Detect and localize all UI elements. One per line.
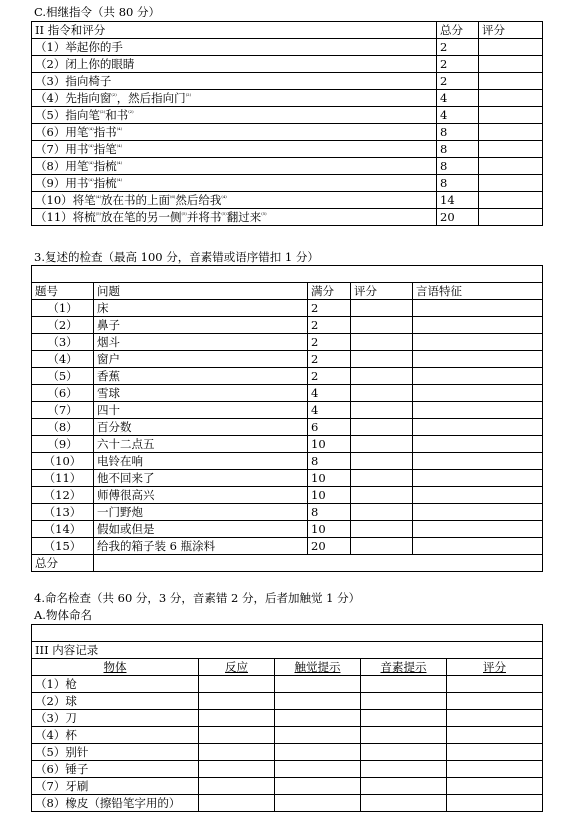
question-text: 他不回来了 bbox=[94, 470, 308, 487]
question-full-score: 8 bbox=[308, 504, 351, 521]
question-full-score: 2 bbox=[308, 368, 351, 385]
command-text: （6）用笔$^{^{(4)}}$指书$^{^{(4)}}$ bbox=[32, 124, 437, 141]
table-row bbox=[32, 504, 543, 521]
object-touch-cue bbox=[275, 676, 361, 693]
object-response bbox=[199, 778, 275, 795]
table-row bbox=[32, 470, 543, 487]
object-touch-cue bbox=[275, 693, 361, 710]
command-score bbox=[479, 90, 543, 107]
question-speech-feature bbox=[413, 351, 543, 368]
question-speech-feature bbox=[413, 487, 543, 504]
command-score bbox=[479, 209, 543, 226]
table-header-row bbox=[32, 22, 543, 39]
table-row bbox=[32, 676, 543, 693]
object-touch-cue bbox=[275, 795, 361, 812]
table-row bbox=[32, 778, 543, 795]
question-full-score: 8 bbox=[308, 453, 351, 470]
command-text: （7）用书$^{^{(4)}}$指笔$^{^{(4)}}$ bbox=[32, 141, 437, 158]
table-row bbox=[32, 402, 543, 419]
question-score bbox=[351, 351, 413, 368]
table-row bbox=[32, 436, 543, 453]
object-name: （6）锤子 bbox=[32, 761, 199, 778]
question-text: 鼻子 bbox=[94, 317, 308, 334]
question-score bbox=[351, 334, 413, 351]
question-full-score: 2 bbox=[308, 334, 351, 351]
question-number: （15） bbox=[32, 538, 94, 555]
record-label: III 内容记录 bbox=[32, 642, 543, 659]
command-total: 8 bbox=[437, 175, 479, 192]
question-number: （1） bbox=[32, 300, 94, 317]
header-phoneme-cue: 音素提示 bbox=[361, 659, 447, 676]
question-number: （6） bbox=[32, 385, 94, 402]
total-label: 总分 bbox=[32, 555, 94, 572]
table-row bbox=[32, 158, 543, 175]
question-text: 香蕉 bbox=[94, 368, 308, 385]
question-score bbox=[351, 453, 413, 470]
question-speech-feature bbox=[413, 385, 543, 402]
question-speech-feature bbox=[413, 436, 543, 453]
command-total: 8 bbox=[437, 158, 479, 175]
table-row bbox=[32, 334, 543, 351]
question-number: （11） bbox=[32, 470, 94, 487]
command-text: （3）指向椅子 bbox=[32, 73, 437, 90]
question-score bbox=[351, 504, 413, 521]
object-name: （8）橡皮（擦铅笔字用的） bbox=[32, 795, 199, 812]
question-text: 一门野炮 bbox=[94, 504, 308, 521]
object-phoneme-cue bbox=[361, 676, 447, 693]
question-score bbox=[351, 419, 413, 436]
question-text: 烟斗 bbox=[94, 334, 308, 351]
command-score bbox=[479, 175, 543, 192]
table-row bbox=[32, 453, 543, 470]
table-row bbox=[32, 317, 543, 334]
question-speech-feature bbox=[413, 504, 543, 521]
total-row bbox=[32, 555, 543, 572]
table-row bbox=[32, 56, 543, 73]
command-total: 20 bbox=[437, 209, 479, 226]
question-text: 四十 bbox=[94, 402, 308, 419]
question-score bbox=[351, 402, 413, 419]
table-header-row bbox=[32, 659, 543, 676]
section-c-title: C.相继指令（共 80 分） bbox=[34, 5, 160, 19]
header-commands: II 指令和评分 bbox=[32, 22, 437, 39]
question-number: （7） bbox=[32, 402, 94, 419]
object-name: （2）球 bbox=[32, 693, 199, 710]
question-number: （8） bbox=[32, 419, 94, 436]
question-number: （13） bbox=[32, 504, 94, 521]
question-number: （14） bbox=[32, 521, 94, 538]
question-speech-feature bbox=[413, 317, 543, 334]
table-row bbox=[32, 710, 543, 727]
question-speech-feature bbox=[413, 300, 543, 317]
object-response bbox=[199, 761, 275, 778]
question-full-score: 2 bbox=[308, 351, 351, 368]
table-row bbox=[32, 124, 543, 141]
table-row bbox=[32, 192, 543, 209]
command-score bbox=[479, 141, 543, 158]
record-row bbox=[32, 642, 543, 659]
command-text: （4）先指向窗$^{^{(2)}}$，然后指向门$^{^{(2)}}$ bbox=[32, 90, 437, 107]
question-number: （9） bbox=[32, 436, 94, 453]
object-touch-cue bbox=[275, 778, 361, 795]
question-full-score: 10 bbox=[308, 487, 351, 504]
command-score bbox=[479, 39, 543, 56]
object-name: （1）枪 bbox=[32, 676, 199, 693]
command-total: 2 bbox=[437, 39, 479, 56]
object-touch-cue bbox=[275, 744, 361, 761]
question-text: 六十二点五 bbox=[94, 436, 308, 453]
object-score bbox=[447, 710, 543, 727]
question-score bbox=[351, 521, 413, 538]
question-speech-feature bbox=[413, 538, 543, 555]
blank-row bbox=[32, 266, 543, 283]
object-response bbox=[199, 676, 275, 693]
table-row bbox=[32, 175, 543, 192]
header-number: 题号 bbox=[32, 283, 94, 300]
question-full-score: 10 bbox=[308, 470, 351, 487]
command-score bbox=[479, 107, 543, 124]
object-score bbox=[447, 693, 543, 710]
command-total: 8 bbox=[437, 141, 479, 158]
object-phoneme-cue bbox=[361, 761, 447, 778]
object-score bbox=[447, 761, 543, 778]
question-full-score: 10 bbox=[308, 436, 351, 453]
object-response bbox=[199, 795, 275, 812]
object-response bbox=[199, 744, 275, 761]
question-score bbox=[351, 436, 413, 453]
question-full-score: 10 bbox=[308, 521, 351, 538]
header-object: 物体 bbox=[32, 659, 199, 676]
command-score bbox=[479, 73, 543, 90]
question-score bbox=[351, 487, 413, 504]
question-speech-feature bbox=[413, 402, 543, 419]
table-row bbox=[32, 419, 543, 436]
question-speech-feature bbox=[413, 521, 543, 538]
table-row bbox=[32, 795, 543, 812]
table-row bbox=[32, 385, 543, 402]
question-text: 假如或但是 bbox=[94, 521, 308, 538]
question-text: 师傅很高兴 bbox=[94, 487, 308, 504]
table-row bbox=[32, 141, 543, 158]
table-row bbox=[32, 209, 543, 226]
question-speech-feature bbox=[413, 453, 543, 470]
command-text: （1）举起你的手 bbox=[32, 39, 437, 56]
table-row bbox=[32, 744, 543, 761]
repetition-table bbox=[31, 265, 543, 572]
table-header-row bbox=[32, 283, 543, 300]
command-score bbox=[479, 56, 543, 73]
question-score bbox=[351, 385, 413, 402]
question-full-score: 6 bbox=[308, 419, 351, 436]
command-total: 4 bbox=[437, 90, 479, 107]
header-response: 反应 bbox=[199, 659, 275, 676]
section-3-title: 3.复述的检查（最高 100 分，音素错或语序错扣 1 分） bbox=[34, 250, 319, 264]
question-score bbox=[351, 538, 413, 555]
object-touch-cue bbox=[275, 710, 361, 727]
table-row bbox=[32, 538, 543, 555]
command-text: （9）用书$^{^{(4)}}$指梳$^{^{(4)}}$ bbox=[32, 175, 437, 192]
object-name: （3）刀 bbox=[32, 710, 199, 727]
object-score bbox=[447, 676, 543, 693]
command-text: （2）闭上你的眼睛 bbox=[32, 56, 437, 73]
command-total: 2 bbox=[437, 73, 479, 90]
object-phoneme-cue bbox=[361, 693, 447, 710]
question-number: （10） bbox=[32, 453, 94, 470]
object-phoneme-cue bbox=[361, 795, 447, 812]
commands-table bbox=[31, 21, 543, 226]
question-score bbox=[351, 300, 413, 317]
question-number: （3） bbox=[32, 334, 94, 351]
object-response bbox=[199, 710, 275, 727]
object-score bbox=[447, 744, 543, 761]
command-score bbox=[479, 192, 543, 209]
header-speech-feature: 言语特征 bbox=[413, 283, 543, 300]
question-speech-feature bbox=[413, 334, 543, 351]
table-row bbox=[32, 351, 543, 368]
command-score bbox=[479, 124, 543, 141]
command-text: （11）将梳$^{^{(5)}}$放在笔的另一侧$^{^{(5)}}$并将书$^{^{(5)}}$翻过来$^{^{(5)}}$ bbox=[32, 209, 437, 226]
object-score bbox=[447, 795, 543, 812]
object-score bbox=[447, 727, 543, 744]
object-touch-cue bbox=[275, 727, 361, 744]
question-number: （5） bbox=[32, 368, 94, 385]
header-question: 问题 bbox=[94, 283, 308, 300]
header-touch-cue: 触觉提示 bbox=[275, 659, 361, 676]
command-text: （5）指向笔$^{^{(2)}}$和书$^{^{(2)}}$ bbox=[32, 107, 437, 124]
command-total: 4 bbox=[437, 107, 479, 124]
command-total: 14 bbox=[437, 192, 479, 209]
question-text: 雪球 bbox=[94, 385, 308, 402]
command-text: （8）用笔$^{^{(4)}}$指梳$^{^{(4)}}$ bbox=[32, 158, 437, 175]
table-row bbox=[32, 487, 543, 504]
object-response bbox=[199, 693, 275, 710]
question-speech-feature bbox=[413, 419, 543, 436]
question-speech-feature bbox=[413, 368, 543, 385]
question-text: 电铃在响 bbox=[94, 453, 308, 470]
object-phoneme-cue bbox=[361, 744, 447, 761]
question-number: （4） bbox=[32, 351, 94, 368]
question-number: （12） bbox=[32, 487, 94, 504]
table-row bbox=[32, 73, 543, 90]
section-4-subtitle: A.物体命名 bbox=[34, 608, 92, 622]
header-score: 评分 bbox=[351, 283, 413, 300]
table-row bbox=[32, 727, 543, 744]
header-full-score: 满分 bbox=[308, 283, 351, 300]
question-text: 窗户 bbox=[94, 351, 308, 368]
question-full-score: 2 bbox=[308, 317, 351, 334]
object-name: （7）牙刷 bbox=[32, 778, 199, 795]
table-row bbox=[32, 39, 543, 56]
table-row bbox=[32, 693, 543, 710]
object-phoneme-cue bbox=[361, 727, 447, 744]
object-phoneme-cue bbox=[361, 778, 447, 795]
section-4-title: 4.命名检查（共 60 分，3 分，音素错 2 分，后者加触觉 1 分） bbox=[34, 591, 361, 605]
command-text: （10）将笔$^{^{(4)}}$放在书的上面$^{^{(6)}}$然后给我$^{^{(4)}}$ bbox=[32, 192, 437, 209]
header-total: 总分 bbox=[437, 22, 479, 39]
question-text: 给我的箱子装 6 瓶涂料 bbox=[94, 538, 308, 555]
header-score: 评分 bbox=[479, 22, 543, 39]
table-row bbox=[32, 90, 543, 107]
command-score bbox=[479, 158, 543, 175]
table-row bbox=[32, 368, 543, 385]
blank-row bbox=[32, 625, 543, 642]
question-number: （2） bbox=[32, 317, 94, 334]
command-total: 8 bbox=[437, 124, 479, 141]
table-row bbox=[32, 761, 543, 778]
question-score bbox=[351, 470, 413, 487]
table-row bbox=[32, 107, 543, 124]
table-row bbox=[32, 300, 543, 317]
table-row bbox=[32, 521, 543, 538]
question-text: 床 bbox=[94, 300, 308, 317]
question-speech-feature bbox=[413, 470, 543, 487]
question-full-score: 4 bbox=[308, 385, 351, 402]
object-phoneme-cue bbox=[361, 710, 447, 727]
object-touch-cue bbox=[275, 761, 361, 778]
header-score: 评分 bbox=[447, 659, 543, 676]
object-name: （4）杯 bbox=[32, 727, 199, 744]
naming-table bbox=[31, 624, 543, 812]
object-response bbox=[199, 727, 275, 744]
command-total: 2 bbox=[437, 56, 479, 73]
question-full-score: 2 bbox=[308, 300, 351, 317]
question-text: 百分数 bbox=[94, 419, 308, 436]
total-value bbox=[94, 555, 543, 572]
question-score bbox=[351, 368, 413, 385]
question-score bbox=[351, 317, 413, 334]
question-full-score: 20 bbox=[308, 538, 351, 555]
object-score bbox=[447, 778, 543, 795]
object-name: （5）别针 bbox=[32, 744, 199, 761]
question-full-score: 4 bbox=[308, 402, 351, 419]
